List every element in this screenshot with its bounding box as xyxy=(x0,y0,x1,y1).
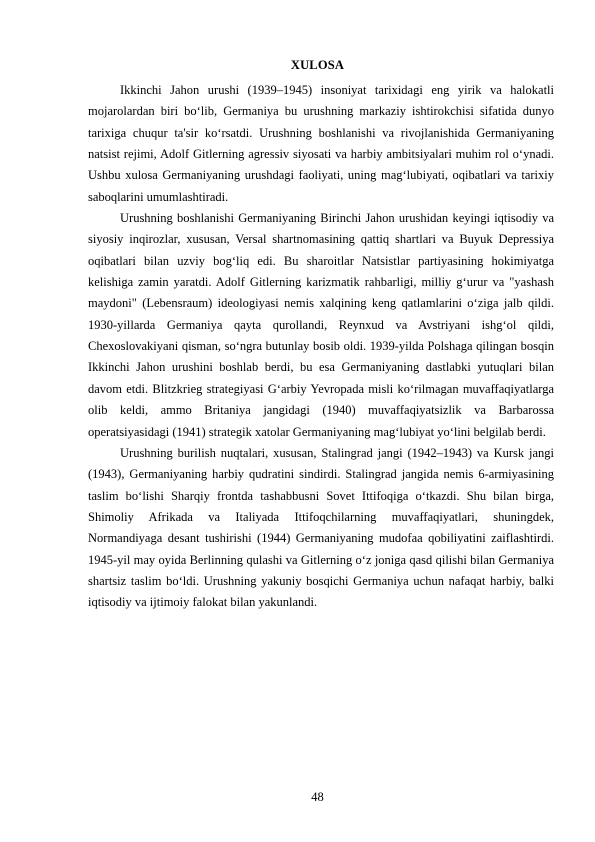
paragraph-2: Urushning boshlanishi Germaniyaning Birinchi Jahon urushidan keyingi iqtisodiy va siyosiy inqirozlar, xususan, Versal shartnomasining qattiq shartlari va Buyuk Depressiya oqibatlari bilan uzviy bog‘liq edi. Bu sharoitlar Natsistlar partiyasining hokimiyatga kelishiga zamin yaratdi. Adolf Gitlerning karizmatik rahbarligi, milliy g‘urur va "yashash maydoni" (Lebensraum) ideologiyasi nemis xalqining keng qatlamlarini o‘ziga jalb qildi. 1930-yillarda Germaniya qayta qurollandi, Reynxud va Avstriyani ishg‘ol qildi, Chexoslovakiyani qisman, so‘ngra butunlay bosib oldi. 1939-yilda Polshaga qilingan bosqin Ikkinchi Jahon urushini boshlab berdi, bu esa Germaniyaning dastlabki yutuqlari bilan davom etdi. Blitzkrieg strategiyasi G‘arbiy Yevropada misli ko‘rilmagan muvaffaqiyatlarga olib keldi, ammo Britaniya jangidagi (1940) muvaffaqiyatsizlik va Barbarossa operatsiyasidagi (1941) strategik xatolar Germaniyaning mag‘lubiyat yo‘lini belgilab berdi. xyxy=(88,211,554,439)
paragraph-1: Ikkinchi Jahon urushi (1939–1945) insoniyat tarixidagi eng yirik va halokatli mojarolardan biri bo‘lib, Germaniya bu urushning markaziy ishtirokchisi sifatida dunyo tarixiga chuqur ta'sir ko‘rsatdi. Urushning boshlanishi va rivojlanishida Germaniyaning natsist rejimi, Adolf Gitlerning agressiv siyosati va harbiy ambitsiyalari muhim rol o‘ynadi. Ushbu xulosa Germaniyaning urushdagi faoliyati, uning mag‘lubiyati, oqibatlari va tarixiy saboqlarini umumlashtiradi. xyxy=(88,83,554,204)
body-text xyxy=(88,80,554,614)
page-number: 48 xyxy=(311,790,324,804)
paragraph-3: Urushning burilish nuqtalari, xususan, Stalingrad jangi (1942–1943) va Kursk jangi (1943), Germaniyaning harbiy qudratini sindirdi. Stalingrad jangida nemis 6-armiyasining taslim bo‘lishi Sharqiy frontda tashabbusni Sovet Ittifoqiga o‘tkazdi. Shu bilan birga, Shimoliy Afrikada va Italiyada Ittifoqchilarning muvaffaqiyatlari, shuningdek, Normandiyaga desant tushirishi (1944) Germaniyaning mudofaa qobiliyatini zaiflashtirdi. 1945-yil may oyida Berlinning qulashi va Gitlerning o‘z joniga qasd qilishi bilan Germaniya shartsiz taslim bo‘ldi. Urushning yakuniy bosqichi Germaniya uchun nafaqat harbiy, balki iqtisodiy va ijtimoiy falokat bilan yakunlandi. xyxy=(88,445,554,610)
page-title: XULOSA xyxy=(290,58,345,72)
